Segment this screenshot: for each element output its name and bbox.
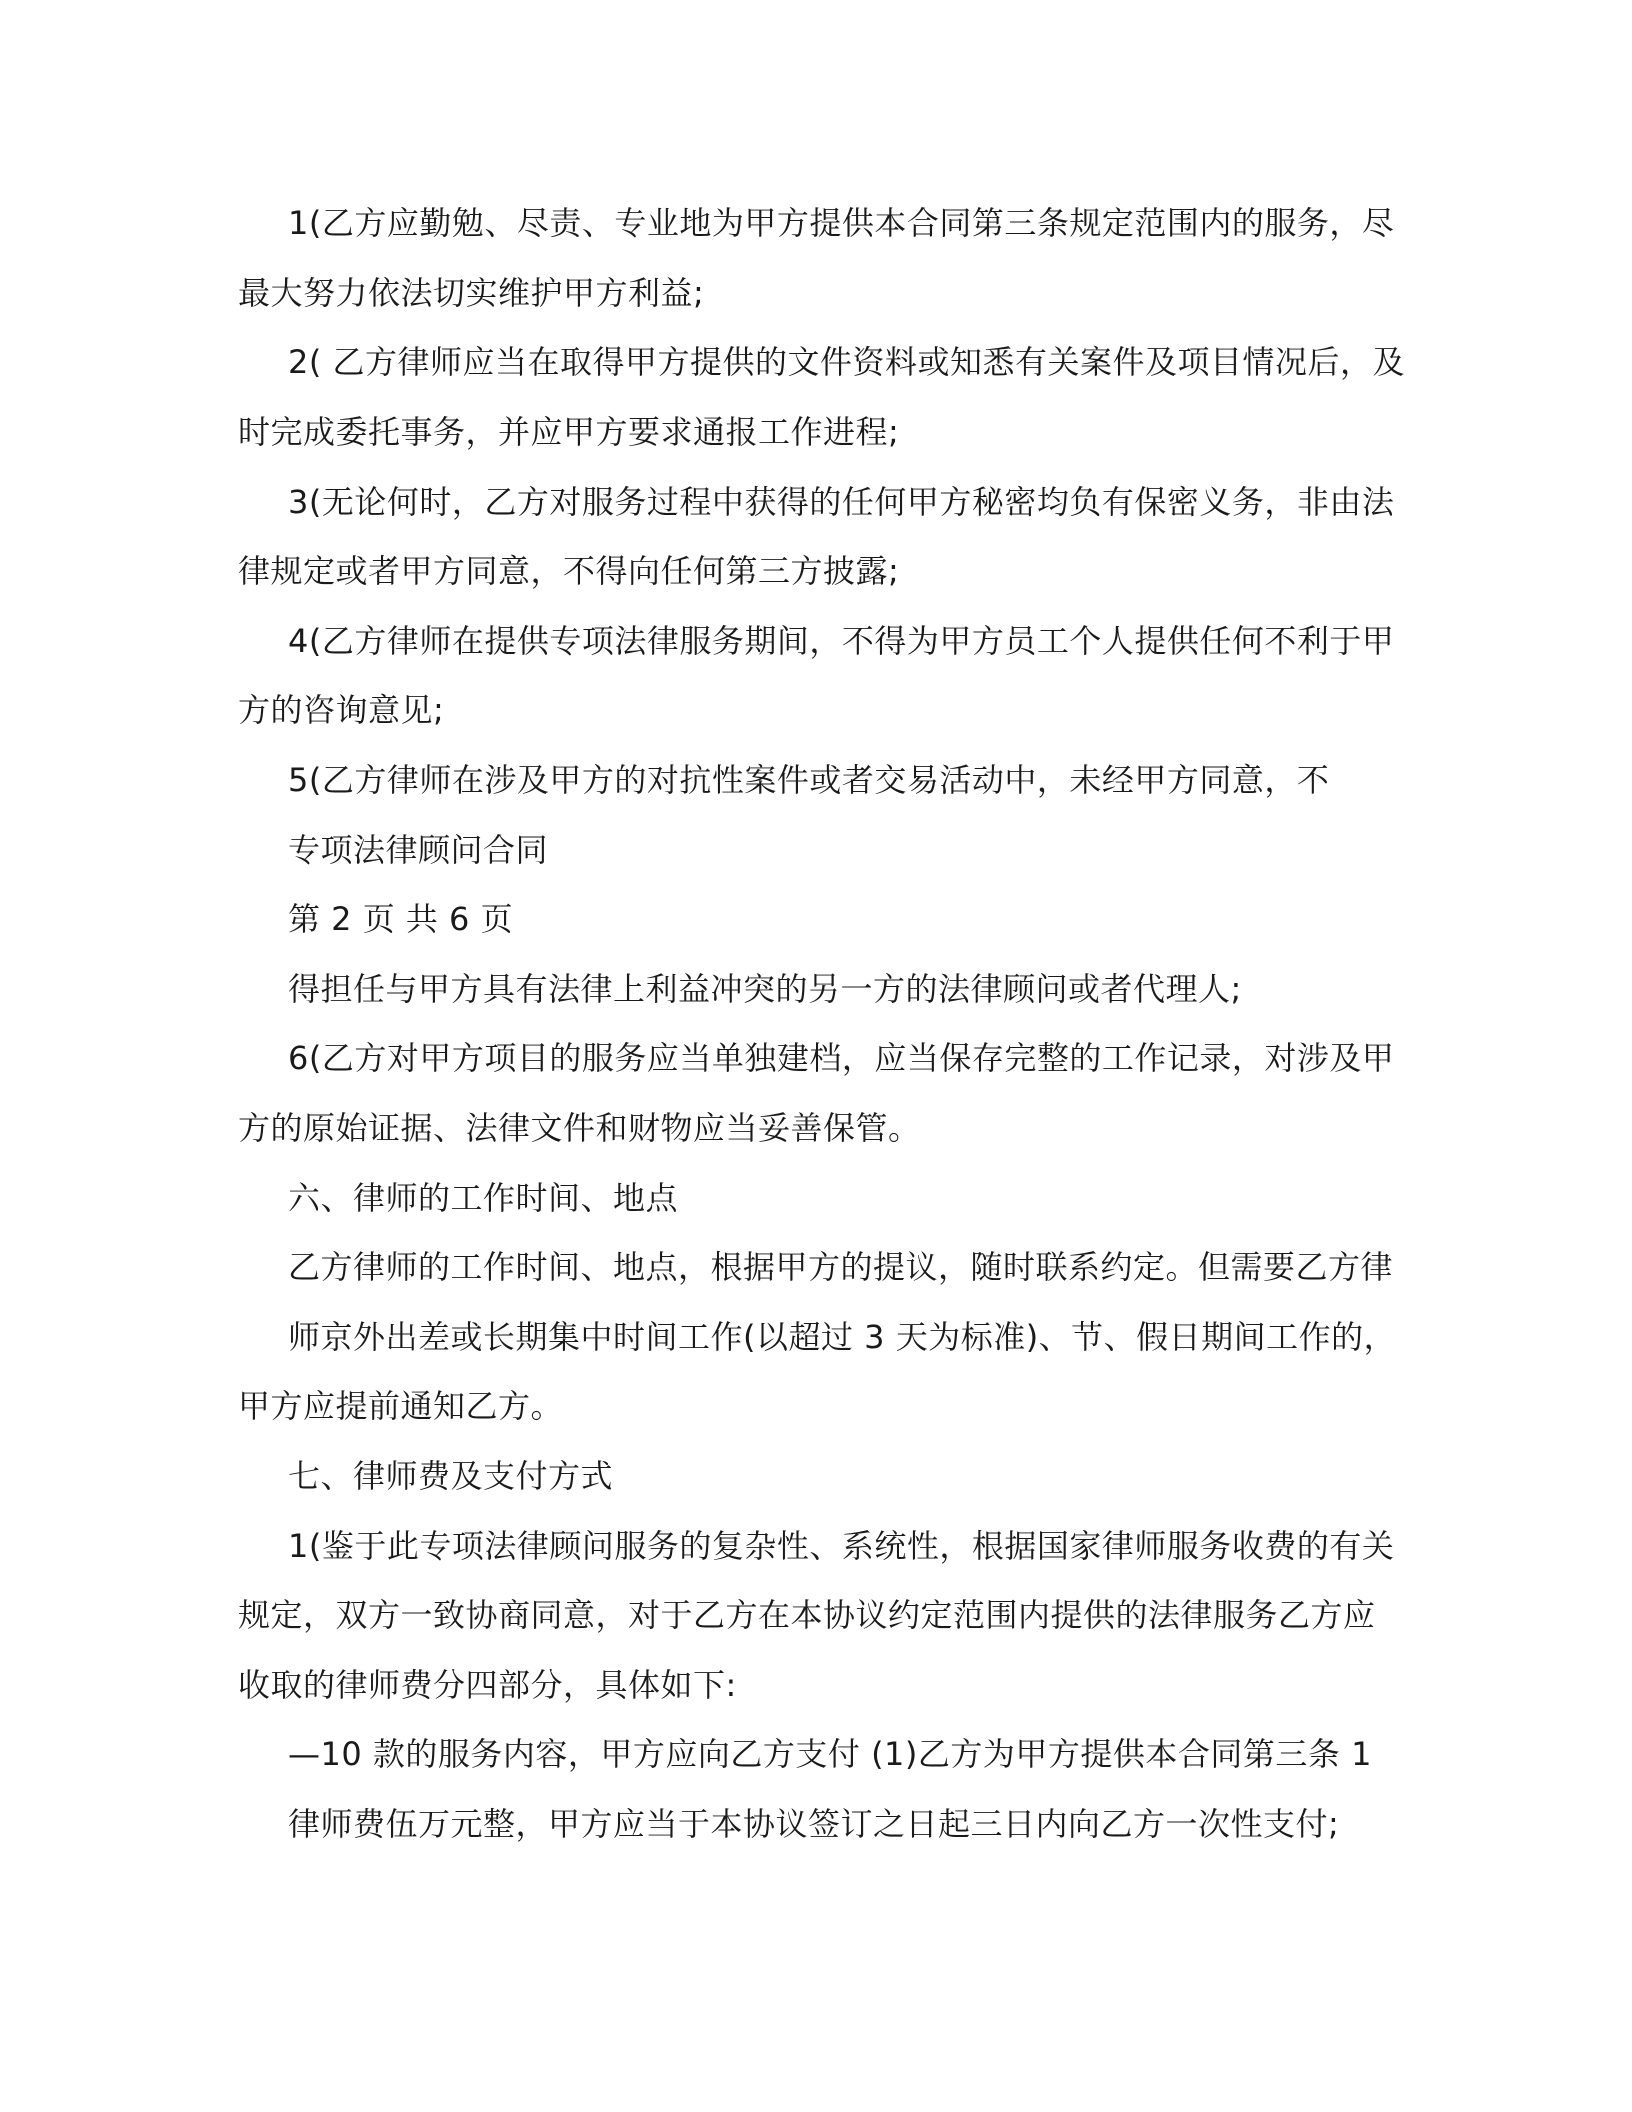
- clause-6-line-2: 方的原始证据、法律文件和财物应当妥善保管。: [238, 1109, 921, 1147]
- clause-3-line-2: 律规定或者甲方同意，不得向任何第三方披露;: [238, 552, 900, 590]
- page-number: 第 2 页 共 6 页: [288, 900, 514, 938]
- clause-3-line-1: 3(无论何时，乙方对服务过程中获得的任何甲方秘密均负有保密义务，非由法: [288, 483, 1395, 521]
- clause-5-line-1: 5(乙方律师在涉及甲方的对抗性案件或者交易活动中，未经甲方同意，不: [288, 761, 1330, 799]
- section-6-line-2: 师京外出差或长期集中时间工作(以超过 3 天为标准)、节、假日期间工作的，: [288, 1318, 1397, 1356]
- fee-item-1-line-1: —10 款的服务内容，甲方应向乙方支付 (1)乙方为甲方提供本合同第三条 1: [288, 1735, 1372, 1773]
- section-6-line-3: 甲方应提前通知乙方。: [238, 1387, 564, 1425]
- clause-5-line-2: 得担任与甲方具有法律上利益冲突的另一方的法律顾问或者代理人;: [288, 970, 1242, 1008]
- section-7-clause-1-line-3: 收取的律师费分四部分，具体如下:: [238, 1666, 737, 1704]
- section-6-heading: 六、律师的工作时间、地点: [288, 1179, 679, 1217]
- running-header-title: 专项法律顾问合同: [288, 831, 549, 869]
- section-7-heading: 七、律师费及支付方式: [288, 1457, 614, 1495]
- clause-1-line-1: 1(乙方应勤勉、尽责、专业地为甲方提供本合同第三条规定范围内的服务，尽: [288, 204, 1395, 242]
- clause-6-line-1: 6(乙方对甲方项目的服务应当单独建档，应当保存完整的工作记录，对涉及甲: [288, 1039, 1395, 1077]
- clause-2-line-2: 时完成委托事务，并应甲方要求通报工作进程;: [238, 413, 900, 451]
- clause-1-line-2: 最大努力依法切实维护甲方利益;: [238, 274, 705, 312]
- section-6-line-1: 乙方律师的工作时间、地点，根据甲方的提议，随时联系约定。但需要乙方律: [288, 1248, 1394, 1286]
- section-7-clause-1-line-2: 规定，双方一致协商同意，对于乙方在本协议约定范围内提供的法律服务乙方应: [238, 1596, 1376, 1634]
- clause-4-line-2: 方的咨询意见;: [238, 691, 445, 729]
- section-7-clause-1-line-1: 1(鉴于此专项法律顾问服务的复杂性、系统性，根据国家律师服务收费的有关: [288, 1527, 1395, 1565]
- clause-4-line-1: 4(乙方律师在提供专项法律服务期间，不得为甲方员工个人提供任何不利于甲: [288, 622, 1395, 660]
- fee-item-1-line-2: 律师费伍万元整，甲方应当于本协议签订之日起三日内向乙方一次性支付;: [288, 1805, 1340, 1843]
- clause-2-line-1: 2( 乙方律师应当在取得甲方提供的文件资料或知悉有关案件及项目情况后，及: [288, 343, 1406, 381]
